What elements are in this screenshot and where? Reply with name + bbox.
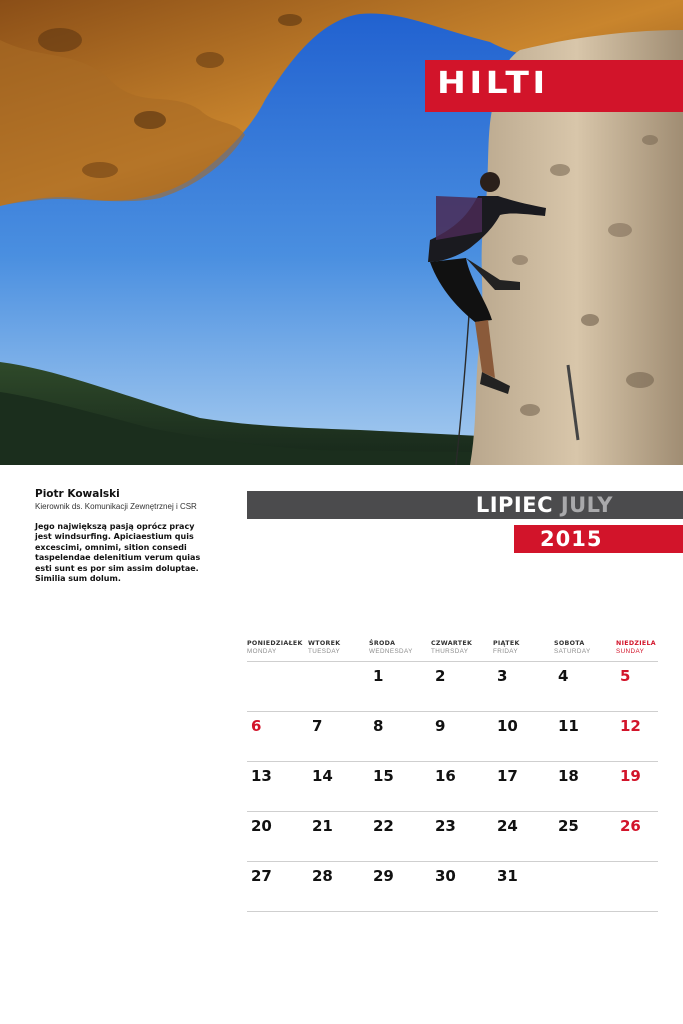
calendar-week-row	[247, 711, 658, 761]
logo-text: HILTI	[437, 66, 549, 101]
weekday-name-pl: WTOREK	[308, 640, 341, 647]
calendar-day: 30	[435, 867, 456, 885]
weekday-name-en: FRIDAY	[493, 648, 519, 655]
profile-bio: Jego największą pasją oprócz pracy jest windsurfing. Apiciaestium quis excescimi, omnimi, sition consedi taspelendae delenitium verum quias esti sunt es por sim assim doluptae. Similia sum dolum.	[35, 522, 201, 584]
weekday-name-en: THURSDAY	[431, 648, 469, 655]
calendar-day: 19	[620, 767, 641, 785]
calendar-day: 3	[497, 667, 508, 685]
calendar-week-row	[247, 811, 658, 861]
calendar-day: 8	[373, 717, 384, 735]
calendar-weeks	[247, 661, 658, 912]
calendar-week-row	[247, 661, 658, 711]
calendar-day: 23	[435, 817, 456, 835]
weekday-name-en: WEDNESDAY	[369, 648, 413, 655]
calendar-week-row	[247, 761, 658, 811]
weekday-name-pl: PIĄTEK	[493, 640, 520, 647]
calendar-day: 7	[312, 717, 323, 735]
weekday-header	[369, 640, 429, 656]
calendar-day: 28	[312, 867, 333, 885]
weekday-header-row	[247, 640, 658, 661]
calendar-day: 16	[435, 767, 456, 785]
year-label: 2015	[540, 527, 603, 551]
hilti-logo	[425, 60, 683, 112]
weekday-header	[554, 640, 614, 656]
calendar-day: 21	[312, 817, 333, 835]
calendar-day: 9	[435, 717, 446, 735]
calendar-day: 6	[251, 717, 262, 735]
weekday-header	[616, 640, 676, 656]
weekday-name-pl: PONIEDZIAŁEK	[247, 640, 303, 647]
calendar-day: 26	[620, 817, 641, 835]
calendar-day: 14	[312, 767, 333, 785]
calendar-day: 31	[497, 867, 518, 885]
month-name-en: JULY	[560, 493, 613, 517]
calendar-day: 5	[620, 667, 631, 685]
profile-role: Kierownik ds. Komunikacji Zewnętrznej i CSR	[35, 502, 197, 511]
weekday-header	[247, 640, 307, 656]
weekday-name-pl: ŚRODA	[369, 640, 396, 647]
calendar-day: 24	[497, 817, 518, 835]
calendar-day: 29	[373, 867, 394, 885]
profile-name: Piotr Kowalski	[35, 488, 120, 500]
calendar-day: 27	[251, 867, 272, 885]
weekday-header	[431, 640, 491, 656]
calendar-day: 20	[251, 817, 272, 835]
calendar-day: 13	[251, 767, 272, 785]
calendar-day: 15	[373, 767, 394, 785]
calendar-day: 22	[373, 817, 394, 835]
month-title	[476, 493, 613, 517]
weekday-name-en: SUNDAY	[616, 648, 645, 655]
weekday-header	[308, 640, 368, 656]
weekday-name-en: SATURDAY	[554, 648, 591, 655]
employee-profile	[35, 488, 235, 584]
calendar-day: 4	[558, 667, 569, 685]
weekday-name-pl: NIEDZIELA	[616, 640, 656, 647]
calendar-week-row	[247, 861, 658, 912]
calendar-day: 18	[558, 767, 579, 785]
weekday-name-pl: SOBOTA	[554, 640, 585, 647]
month-name-pl: LIPIEC	[475, 493, 553, 517]
weekday-name-en: TUESDAY	[308, 648, 341, 655]
calendar-day: 25	[558, 817, 579, 835]
weekday-name-pl: CZWARTEK	[431, 640, 473, 647]
calendar-grid	[247, 640, 658, 912]
climbing-photo	[0, 0, 683, 465]
calendar-day: 10	[497, 717, 518, 735]
calendar-day: 2	[435, 667, 446, 685]
calendar-day: 1	[373, 667, 384, 685]
calendar-day: 12	[620, 717, 641, 735]
year-header	[514, 525, 683, 553]
calendar-day: 17	[497, 767, 518, 785]
calendar-day: 11	[558, 717, 579, 735]
weekday-header	[493, 640, 553, 656]
weekday-name-en: MONDAY	[247, 648, 277, 655]
month-header	[247, 491, 683, 519]
